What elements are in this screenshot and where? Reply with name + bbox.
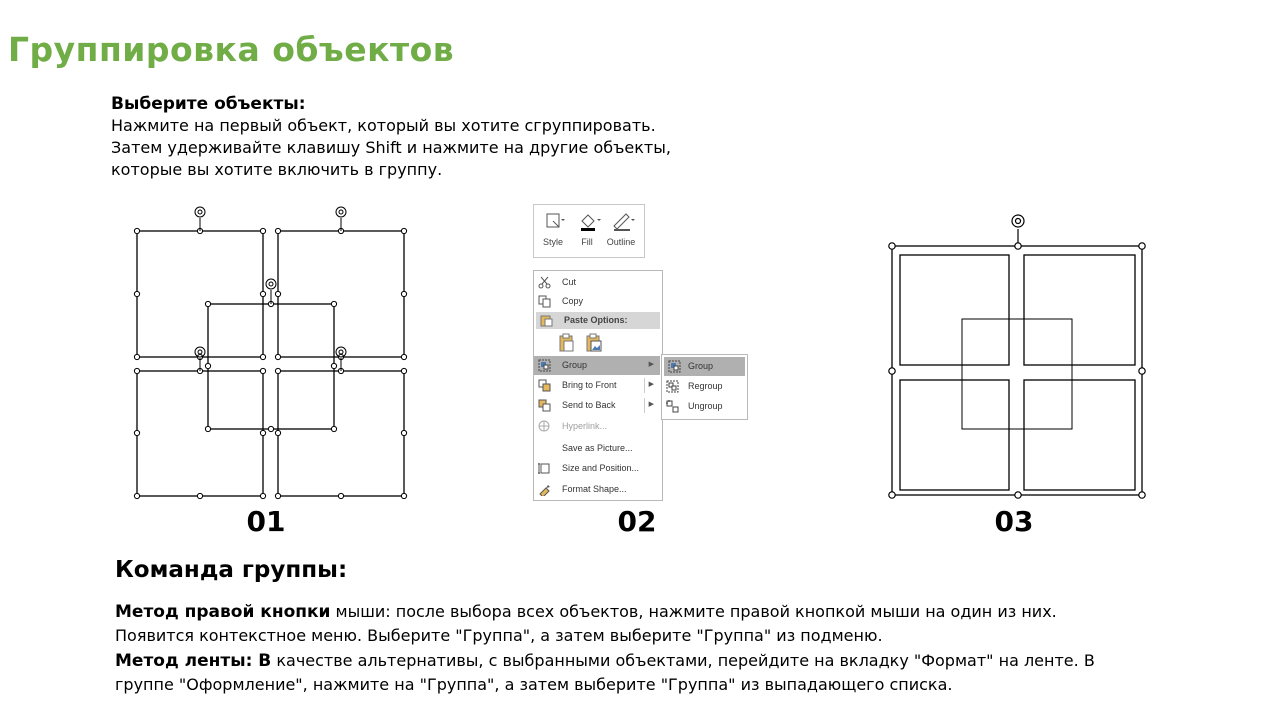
paragraph-ribbon-method (115, 649, 1115, 697)
shape-square-4 (278, 371, 404, 496)
shape-square-3 (137, 371, 263, 496)
paint-bucket-icon (570, 209, 604, 233)
paragraph-right-click-method (115, 600, 1115, 648)
menu-item-hyperlink[interactable]: Hyperlink... (534, 417, 660, 436)
rotate-icon (1012, 215, 1024, 227)
paste-picture-icon[interactable] (585, 333, 603, 353)
rotate-icon (195, 207, 205, 217)
shape-square-2 (278, 231, 404, 357)
menu-item-bring-to-front[interactable]: Bring to Front ▶ (534, 376, 660, 395)
group-icon (668, 360, 681, 373)
grouped-square-4 (1024, 380, 1135, 490)
menu-header-paste-options: Paste Options: (536, 312, 660, 329)
menu-item-group[interactable]: Group ▶ (534, 356, 660, 375)
menu-item-size-and-position[interactable]: Size and Position... (534, 459, 660, 478)
group-rotate-handle (1012, 215, 1024, 243)
submenu-arrow-icon: ▶ (648, 381, 654, 388)
bring-to-front-icon (538, 379, 551, 392)
ungroup-icon (666, 400, 679, 413)
submenu-item-regroup[interactable]: Regroup (662, 377, 745, 396)
submenu-arrow-icon: ▶ (648, 401, 654, 408)
shape-fill-button[interactable] (570, 209, 604, 247)
page-title: Группировка объектов (8, 30, 455, 69)
group-icon (538, 359, 551, 372)
paste-options-row (534, 331, 660, 355)
group-bounding-box (892, 246, 1142, 495)
format-shape-icon (538, 483, 551, 496)
menu-item-save-as-picture[interactable]: Save as Picture... (562, 443, 633, 453)
copy-icon (538, 295, 551, 308)
group-submenu (661, 354, 748, 420)
figure-label-03: 03 (994, 505, 1034, 538)
selection-handles (134, 228, 406, 498)
figure-03-group (892, 246, 1142, 495)
intro-line-3: которые вы хотите включить в группу. (111, 160, 443, 179)
menu-item-send-to-back[interactable]: Send to Back ▶ (534, 396, 660, 415)
submenu-item-group[interactable]: Group (664, 357, 745, 376)
hyperlink-icon (538, 420, 551, 433)
menu-item-copy[interactable]: Copy (534, 292, 660, 311)
grouped-square-2 (1024, 255, 1135, 365)
grouped-square-3 (900, 380, 1009, 490)
send-to-back-icon (538, 399, 551, 412)
right-click-method-text: мыши: после выбора всех объектов, нажмите правой кнопкой мыши на один из них. Появится контекстное меню. Выберите "Группа", а затем выберите "Группа" из подменю. (115, 602, 1057, 645)
ribbon-method-text: качестве альтернативы, с выбранными объектами, перейдите на вкладку "Формат" на ленте. В группе "Оформление", нажмите на "Группа", а затем выберите "Группа" из выпадающего списка. (115, 651, 1095, 694)
grouped-square-1 (900, 255, 1009, 365)
shape-outline-button[interactable] (604, 209, 638, 247)
ribbon-method-label: Метод ленты: В (115, 651, 272, 671)
shape-style-button[interactable] (536, 209, 570, 247)
format-ribbon-group (533, 204, 645, 258)
intro-line-2: Затем удерживайте клавишу Shift и нажмите на другие объекты, (111, 138, 671, 157)
intro-line-1: Нажмите на первый объект, который вы хотите сгруппировать. (111, 116, 656, 135)
grouped-square-center (962, 319, 1072, 429)
right-click-method-label: Метод правой кнопки (115, 602, 331, 622)
pen-outline-icon (604, 209, 638, 233)
rotate-icon (336, 207, 346, 217)
section-title: Команда группы: (115, 557, 348, 583)
style-label: Style (542, 237, 563, 247)
shape-style-icon (536, 209, 570, 233)
scissors-icon (538, 276, 551, 289)
menu-item-format-shape[interactable]: Format Shape... (534, 480, 660, 499)
shape-square-center (208, 304, 334, 429)
shape-square-1 (137, 231, 263, 357)
outline-label: Outline (606, 237, 636, 247)
figure-label-02: 02 (617, 505, 657, 538)
group-handles (889, 243, 1145, 498)
menu-item-cut[interactable]: Cut (534, 273, 660, 292)
paste-icon (540, 314, 553, 327)
context-menu (533, 270, 663, 501)
size-position-icon (538, 462, 551, 475)
rotate-icon (266, 279, 276, 289)
submenu-item-ungroup[interactable]: Ungroup (662, 397, 745, 416)
fill-label: Fill (581, 237, 593, 247)
intro-heading: Выберите объекты: (111, 94, 306, 114)
regroup-icon (666, 380, 679, 393)
paste-keep-formatting-icon[interactable] (558, 333, 576, 353)
figure-label-01: 01 (246, 505, 286, 538)
submenu-arrow-icon: ▶ (648, 361, 654, 368)
